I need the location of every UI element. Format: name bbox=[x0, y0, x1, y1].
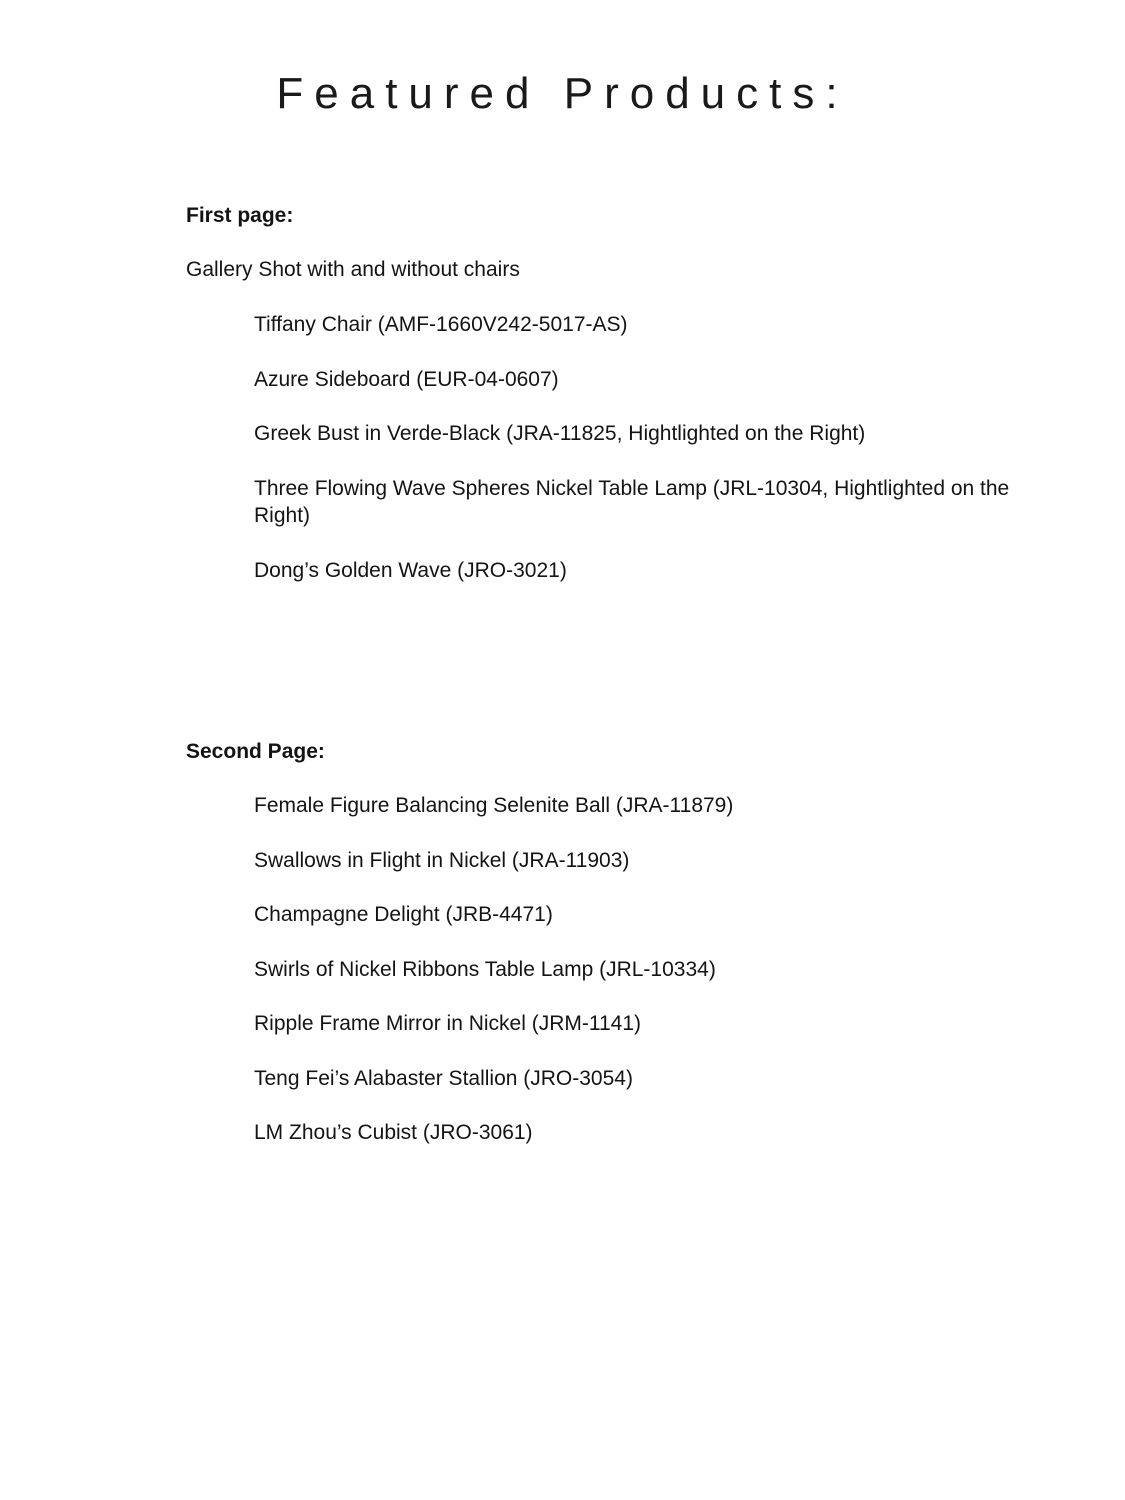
second-page-product-list bbox=[254, 792, 1034, 1174]
list-item: Champagne Delight (JRB-4471) bbox=[254, 903, 553, 926]
list-item: Teng Fei’s Alabaster Stallion (JRO-3054) bbox=[254, 1066, 633, 1090]
list-item: Female Figure Balancing Selenite Ball (JRA-11879) bbox=[254, 794, 734, 817]
page-title: Featured Products: bbox=[276, 69, 849, 118]
list-item: Greek Bust in Verde-Black (JRA-11825, Hightlighted on the Right) bbox=[254, 422, 866, 445]
list-item: Swirls of Nickel Ribbons Table Lamp (JRL-10334) bbox=[254, 957, 716, 981]
list-item: LM Zhou’s Cubist (JRO-3061) bbox=[254, 1121, 533, 1144]
first-page-heading: First page: bbox=[186, 204, 294, 227]
first-page-intro: Gallery Shot with and without chairs bbox=[186, 258, 520, 281]
list-item: Three Flowing Wave Spheres Nickel Table Lamp (JRL-10304, Hightlighted on the Right) bbox=[254, 476, 1010, 527]
list-item: Tiffany Chair (AMF-1660V242-5017-AS) bbox=[254, 313, 628, 336]
list-item: Azure Sideboard (EUR-04-0607) bbox=[254, 367, 559, 391]
list-item: Swallows in Flight in Nickel (JRA-11903) bbox=[254, 848, 630, 872]
first-page-product-list bbox=[254, 311, 1034, 611]
list-item: Ripple Frame Mirror in Nickel (JRM-1141) bbox=[254, 1012, 642, 1035]
list-item: Dong’s Golden Wave (JRO-3021) bbox=[254, 558, 567, 582]
second-page-heading: Second Page: bbox=[186, 740, 325, 763]
